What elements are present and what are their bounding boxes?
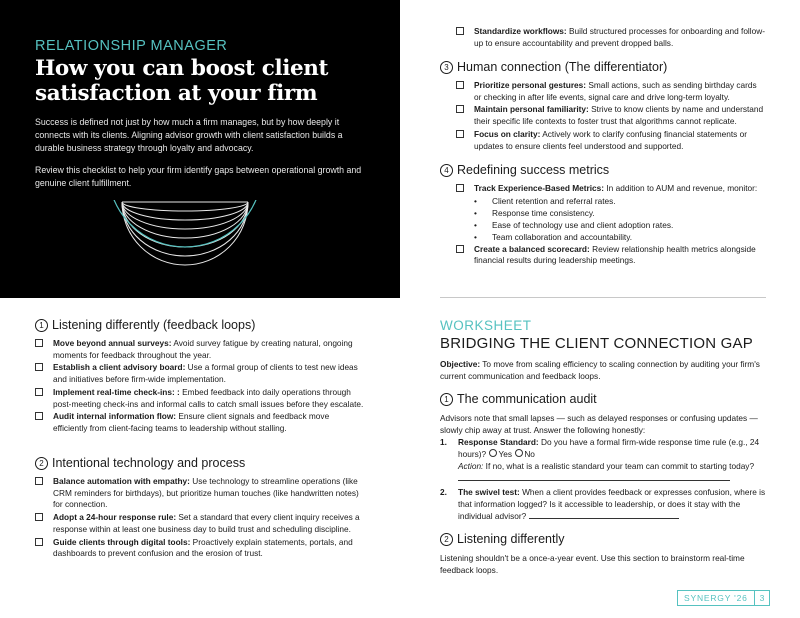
checklist-item	[35, 476, 365, 511]
item-label: Adopt a 24-hour response rule:	[53, 512, 177, 523]
item-text: Ensure client signals and feedback move efficiently from client-facing teams to leadership without stalling.	[53, 411, 330, 433]
worksheet-title: BRIDGING THE CLIENT CONNECTION GAP	[440, 335, 753, 352]
page-number: 3	[755, 590, 771, 606]
no-radio[interactable]	[515, 449, 523, 457]
item-label: Create a balanced scorecard:	[474, 243, 590, 254]
section-title: Human connection (The differentiator)	[457, 60, 668, 74]
action-text: If no, what is a realistic standard your team can commit to starting today?	[483, 461, 755, 471]
checklist-item	[35, 411, 365, 434]
checkbox[interactable]	[35, 388, 43, 396]
bullet-item: • Ease of technology use and client adoption rates.	[474, 219, 766, 231]
checklist-item	[35, 512, 365, 535]
answer-line[interactable]	[529, 510, 679, 519]
section-title: The communication audit	[457, 392, 597, 406]
metrics-bullets	[474, 195, 766, 243]
section-number-icon: 2	[35, 457, 48, 470]
item-text: Proactively explain statements, portals, and dashboards to prevent confusion and the erosion of trust.	[53, 536, 353, 559]
item-text: Review relationship health metrics alongside financial results during leadership meetings.	[474, 243, 756, 266]
footer	[677, 590, 770, 606]
item-text: Use a formal group of clients to test new ideas and initiatives before firm-wide implementation.	[53, 362, 358, 385]
section-heading	[440, 163, 766, 177]
section-human-connection	[440, 60, 766, 153]
question-1	[440, 436, 766, 484]
checkbox[interactable]	[456, 81, 464, 89]
item-label: Guide clients through digital tools:	[53, 536, 191, 547]
listening-text: Listening shouldn't be a once-a-year event. Use this section to brainstorm real-time feedback loops.	[440, 553, 745, 575]
section-listening	[35, 318, 365, 436]
worksheet-body	[440, 358, 766, 576]
audit-intro: Advisors note that small lapses — such as delayed responses or confusing updates — slowly chip away at trust. Answer the following honestly:	[440, 413, 758, 435]
item-label: Establish a client advisory board:	[53, 362, 186, 373]
objective-label: Objective:	[440, 359, 481, 369]
yes-label: Yes	[498, 449, 512, 459]
item-text: Small actions, such as sending birthday cards or checking in after life events, signal care and drive long-term loyalty.	[474, 80, 757, 102]
checklist-item	[35, 362, 365, 385]
checklist-item	[456, 183, 766, 243]
checklist-item	[35, 387, 365, 410]
section-heading	[440, 60, 766, 74]
worksheet-kicker: WORKSHEET	[440, 318, 532, 333]
section-title: Listening differently (feedback loops)	[52, 318, 256, 332]
checkbox[interactable]	[35, 477, 43, 485]
section-heading	[440, 532, 766, 546]
hero-intro-2: Review this checklist to help your firm identify gaps between operational growth and genuine client fulfillment.	[35, 165, 362, 188]
hero-intro-1: Success is defined not just by how much a firm manages, but by how deeply it connects with its clients. Aligning advisor growth with client satisfaction builds a durable business strategy through loyalty and advocacy.	[35, 117, 343, 153]
item-text: Set a standard that every client inquiry receives a response within at least one business day to build trust and scheduling discipline.	[53, 512, 360, 534]
checkbox[interactable]	[35, 513, 43, 521]
divider	[440, 297, 766, 298]
checkbox[interactable]	[35, 538, 43, 546]
objective	[440, 358, 766, 382]
section-title: Intentional technology and process	[52, 456, 246, 470]
headline-line-1: How you can boost client	[35, 56, 329, 81]
section-number-icon: 3	[440, 61, 453, 74]
question-number: 2.	[440, 487, 447, 497]
item-text: Avoid survey fatigue by creating natural, ongoing moments for feedback throughout the year.	[53, 338, 353, 360]
checkbox[interactable]	[456, 184, 464, 192]
bullet-item: • Client retention and referral rates.	[474, 195, 766, 207]
section-number-icon: 1	[35, 319, 48, 332]
checkbox[interactable]	[456, 105, 464, 113]
checklist-item	[456, 80, 766, 103]
question-text: When a client provides feedback or expresses confusion, where is that information logged? Is it accessible to leadership, or does it stay with the individual advisor?	[458, 487, 766, 521]
checkbox[interactable]	[456, 130, 464, 138]
item-label: Prioritize personal gestures:	[474, 80, 587, 90]
brand-label: SYNERGY '26	[677, 590, 755, 606]
item-text: Strive to know clients by name and understand their specific life contexts to foster trust that algorithms cannot replicate.	[474, 104, 764, 127]
hero-headline	[35, 56, 395, 106]
item-text: Embed feedback into daily operations through post-meeting check-ins and informal calls to catch small issues before they escalate.	[53, 386, 364, 409]
checkbox[interactable]	[35, 363, 43, 371]
section-success-metrics	[440, 163, 766, 268]
item-label: Balance automation with empathy:	[53, 476, 190, 486]
hero-kicker: RELATIONSHIP MANAGER	[35, 38, 228, 54]
checklist-item	[456, 244, 766, 267]
section-heading	[35, 318, 365, 332]
item-label: Move beyond annual surveys:	[53, 338, 172, 348]
checkbox[interactable]	[456, 245, 464, 253]
section-heading	[35, 456, 365, 470]
section-number-icon: 2	[440, 533, 453, 546]
section-number-icon: 4	[440, 164, 453, 177]
item-text: Use technology to streamline operations (like CRM reminders for birthdays), but prioritize human touches (like handwritten notes) for connection.	[53, 476, 359, 510]
item-label: Implement real-time check-ins: :	[53, 386, 180, 397]
section-title: Listening differently	[457, 532, 565, 546]
item-text: Actively work to clarify confusing financial statements or updates to ensure clients feel understood and supported.	[474, 128, 747, 151]
question-text: Do you have a formal firm-wide response time rule (e.g., 24 hours)?	[458, 437, 760, 459]
hero-panel	[0, 0, 400, 298]
item-label: Standardize workflows:	[474, 26, 567, 36]
no-label: No	[524, 449, 535, 459]
section-number-icon: 1	[440, 393, 453, 406]
section-technology	[35, 456, 365, 561]
bullet-item: • Response time consistency.	[474, 207, 766, 219]
action-label: Action:	[458, 461, 484, 471]
answer-line[interactable]	[458, 472, 730, 481]
question-label: The swivel test:	[458, 487, 520, 497]
continued-checklist	[456, 26, 766, 50]
item-text: Build structured processes for onboarding and follow-up to ensure accountability and prevent dropped balls.	[474, 26, 765, 48]
item-label: Focus on clarity:	[474, 128, 541, 139]
arc-illustration	[100, 200, 270, 298]
section-title: Redefining success metrics	[457, 163, 610, 177]
question-number: 1.	[440, 437, 447, 447]
yes-radio[interactable]	[489, 449, 497, 457]
item-label: Maintain personal familiarity:	[474, 104, 589, 115]
headline-line-2: satisfaction at your firm	[35, 81, 318, 106]
item-label: Audit internal information flow:	[53, 411, 177, 422]
checklist-item	[456, 26, 766, 49]
checklist-item	[35, 537, 365, 560]
objective-text: To move from scaling efficiency to scaling connection by auditing your firm's current communication and feedback loops.	[440, 359, 760, 381]
checkbox[interactable]	[456, 27, 464, 35]
checkbox[interactable]	[35, 412, 43, 420]
checklist-item	[456, 104, 766, 127]
checklist-item	[456, 129, 766, 152]
checkbox[interactable]	[35, 339, 43, 347]
question-2	[440, 486, 766, 522]
item-text: In addition to AUM and revenue, monitor:	[604, 183, 758, 193]
item-label: Track Experience-Based Metrics:	[474, 183, 605, 193]
question-label: Response Standard:	[458, 437, 539, 447]
checklist-item	[35, 338, 365, 361]
bullet-item: • Team collaboration and accountability.	[474, 231, 766, 243]
section-heading	[440, 392, 766, 406]
